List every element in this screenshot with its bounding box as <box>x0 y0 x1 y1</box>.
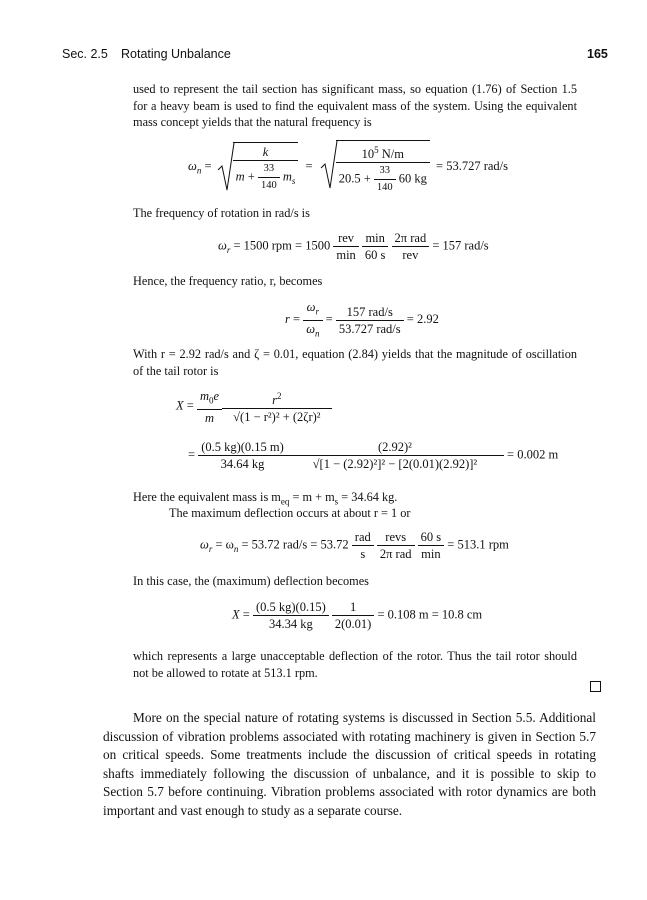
text-with-r: With r = 2.92 rad/s and ζ = 0.01, equation (2.84) yields that the magnitude of oscillation of the tail rotor is <box>133 347 577 378</box>
text-equivalent-mass: Here the equivalent mass is $m_{eq} = m + m_s = 34.64$ kg. <box>133 490 398 507</box>
equation-natural-frequency: $\omega_n$ = k m + $\frac{33}{140}$ $m_s$ = $10^5$ N/m 20.5 + $\frac{33}{140}$ 60 kg = 53.727 rad/s <box>188 140 508 195</box>
equation-ratio: r = $\frac{\omega_r}{\omega_n}$ = $\frac{\text{157 rad/s}}{\text{53.727 rad/s}}$ = 2.92 <box>285 300 439 338</box>
equation-rotation: $\omega_r = 1500$ rpm = 1500 $\frac{\text{rev}}{\min}$ $\frac{\min}{60 s}$ $\frac{\text{2π rad}}{\text{rev}}$ = 157 rad/s <box>218 231 489 262</box>
end-of-example-square <box>590 681 601 692</box>
equation-amplitude-line1: X = $\frac{m_0e}{m}$ $\frac{r^2}{\text{√(1 − r²)² + (2ζr)²}}$ <box>176 389 332 425</box>
text-this-case: In this case, the (maximum) deflection becomes <box>133 574 369 588</box>
equation-amplitude-line2: = $\frac{(0.5 kg)(0.15 m)}{34.64 kg}$ $\frac{\text{(2.92)²}}{\text{√[1 − (2.92)²]² − [2(0.01)(2.92)]²}}$ = 0.002 m <box>188 440 559 471</box>
section-label: Sec. 2.5 <box>62 47 108 61</box>
text-max-deflection: The maximum deflection occurs at about r = 1 or <box>169 506 411 520</box>
intro-paragraph: used to represent the tail section has significant mass, so equation (1.76) of Section 1.5 for a heavy beam is used to find the equivalent mass of the system. Using the equivalent mass concept yields that the natural frequency is <box>133 82 577 129</box>
text-conclusion: which represents a large unacceptable deflection of the rotor. Thus the tail rotor should not be allowed to rotate at 513.1 rpm. <box>133 649 577 680</box>
text-frequency-ratio: Hence, the frequency ratio, r, becomes <box>133 274 323 288</box>
equation-critical-speed: $\omega_r = \omega_n = 53.72$ rad/s = 53.72 $\frac{\text{rad}}{s}$ $\frac{\text{revs}}{\text{2π rad}}$ $\frac{60 s}{\min}$ = 513.1 rpm <box>200 530 509 561</box>
page-number: 165 <box>587 47 608 61</box>
equation-max-deflection: X = $\frac{(0.5 kg)(0.15)}{34.34 kg}$ $\frac{1}{2(0.01)}$ = 0.108 m = 10.8 cm <box>232 600 483 631</box>
running-title: Rotating Unbalance <box>121 47 231 61</box>
text-frequency-rotation: The frequency of rotation in rad/s is <box>133 206 310 220</box>
closing-paragraph: More on the special nature of rotating systems is discussed in Section 5.5. Additional discussion of vibration problems associated with rotating machinery is given in Section 5.7 on critical speeds. Some treatments include the discussion of critical speeds in rotating shafts immediately following the discussion of unbalance, and it is possible to skip to Section 5.7 before continuing. Vibration problems associated with rotor dynamics are both important and vast enough to study as a separate course. <box>103 710 596 818</box>
